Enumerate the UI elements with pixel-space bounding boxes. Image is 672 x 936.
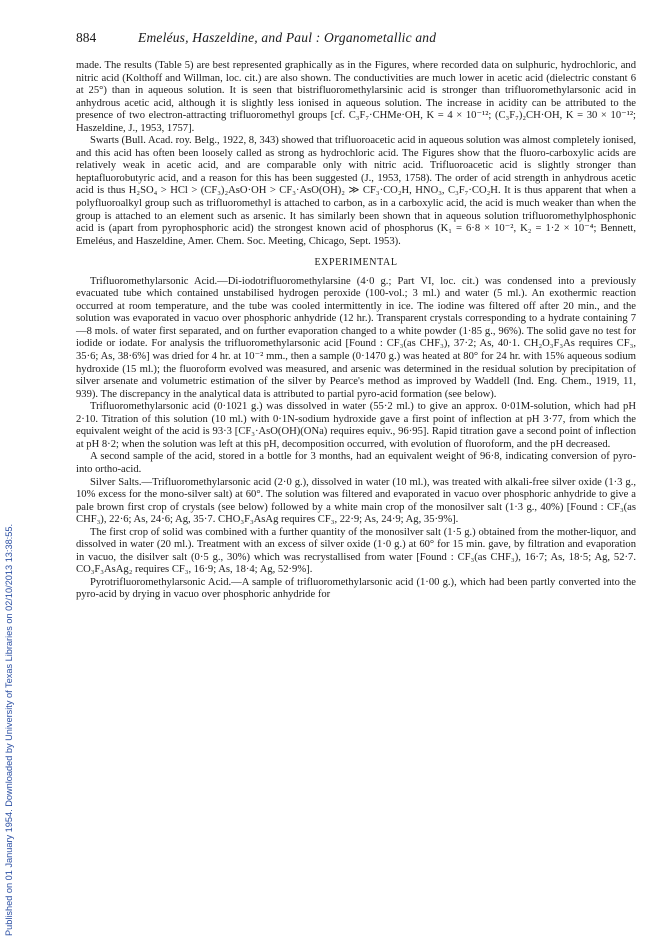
body-paragraph: made. The results (Table 5) are best represented graphically as in the Figures, where recorded data on sulphuric, hydrochloric, and nitric acid (Kolthoff and Willman, loc. cit.) are also shown. The conductivities are much lower in acetic acid (dielectric constant 6 at 25°) than in aqueous solution. It is seen that bistrifluoromethylarsinic acid is stronger than trifluoromethylarsonic acid in anhydrous acetic acid, although it is slightly less ionised in aqueous solution. The increase in acidity can be attributed to the presence of two electron-attracting trifluoromethyl groups [cf. C₃F₇·CHMe·OH, K = 4 × 10⁻¹²; (C₃F₇)₂CH·OH, K = 30 × 10⁻¹²; Haszeldine, J., 1953, 1757]. [76,60,636,134]
body-paragraph: Silver Salts.—Trifluoromethylarsonic acid (2·0 g.), dissolved in water (10 ml.), was treated with alkali-free silver oxide (1·3 g., 10% excess for the mono-silver salt) at 60°. The solution was filtered and evaporated in vacuo over phosphoric anhydride to give a pale brown first crop of crystals (see below) followed by a white main crop of the monosilver salt (1·3 g., 40%) [Found : CF₃(as CHF₃), 22·6; As, 24·6; Ag, 35·7. CHO₃F₃AsAg requires CF₃, 22·9; As, 24·9; Ag, 35·9%]. [76,476,636,526]
body-paragraph: Swarts (Bull. Acad. roy. Belg., 1922, 8, 343) showed that trifluoroacetic acid in aqueous solution was almost completely ionised, and this acid has often been loosely called as strong as hydrochloric acid. The Figures show that the fluoro-carboxylic acids are relatively weak in acetic acid, and are comparable only with nitric acid. Trifluoroacetic acid is slightly stronger than heptafluorobutyric acid, and a reason for this has been suggested (J., 1953, 1758). The order of acid strength in anhydrous acetic acid is thus H₂SO₄ > HCl > (CF₃)₂AsO·OH > CF₃·AsO(OH)₂ ≫ CF₃·CO₂H, HNO₃, C₃F₇·CO₂H. It is thus apparent that when a polyfluoroalkyl group such as trifluoromethyl is attached to carbon, as in a carboxylic acid, the acid is much weaker than when the group is attached to an element such as arsenic. It has similarly been shown that in aqueous solution trifluoromethylphosphonic acid is (apart from pyrophosphoric acid) the strongest known acid of phosphorus (K₁ = 6·8 × 10⁻², K₂ = 1·2 × 10⁻⁴; Bennett, Emeléus, and Haszeldine, Amer. Chem. Soc. Meeting, Chicago, Sept. 1953). [76,135,636,247]
download-watermark: Published on 01 January 1954. Downloaded by University of Texas Libraries on 02/10/2013 13:38:55. [4,523,14,936]
body-paragraph: Trifluoromethylarsonic acid (0·1021 g.) was dissolved in water (55·2 ml.) to give an approx. 0·01M-solution, which had pH 2·10. Titration of this solution (10 ml.) with 0·1N-sodium hydroxide gave a first point of inflection at pH 3·77, from which the equivalent weight of the acid is 93·3 [CF₃·AsO(OH)(ONa) requires equiv., 96·95]. Rapid titration gave a second point of inflection at pH 8·2; when the solution was left at this pH, decomposition occurred, with evolution of fluoroform, and the pH decreased. [76,401,636,450]
body-paragraph: Pyrotrifluoromethylarsonic Acid.—A sample of trifluoromethylarsonic acid (1·00 g.), which had been partly converted into the pyro-acid by drying in vacuo over phosphoric anhydride for [76,576,636,601]
page-number: 884 [76,30,97,45]
journal-page [76,30,636,602]
body-paragraph: The first crop of solid was combined with a further quantity of the monosilver salt (1·5 g.) obtained from the mother-liquor, and dissolved in water (20 ml.). Treatment with an excess of silver oxide (1·0 g.) at 60° for 15 min. gave, by filtration and evaporation in vacuo, the disilver salt (0·5 g., 30%) which was recrystallised from water [Found : CF₃(as CHF₃), 16·7; As, 18·5; Ag, 52·7. CO₃F₃AsAg₂ requires CF₃, 16·9; As, 18·4; Ag, 52·9%]. [76,526,636,576]
running-title: Emeléus, Haszeldine, and Paul : Organometallic and [138,30,437,45]
article-body [76,60,636,602]
body-paragraph: Trifluoromethylarsonic Acid.—Di-iodotrifluoromethylarsine (4·0 g.; Part VI, loc. cit.) was condensed into a previously evacuated tube which contained unstabilised hydrogen peroxide (100-vol.; 3 ml.) and water (5 ml.). An exothermic reaction occurred at room temperature, and the tube was cooled intermittently in ice. The iodine was filtered off after 20 min., and the solution was evaporated in vacuo over phosphoric anhydride (12 hr.). Transparent crystals corresponding to a hydrate containing 7—8 mols. of water first separated, and on further evaporation changed to a white powder (1·85 g., 96%). The solid gave no test for iodide or iodate. For analysis the trifluoromethylarsonic acid [Found : CF₃(as CHF₃), 37·2; As, 40·1. CH₂O₃F₃As requires CF₃, 35·6; As, 38·6%] was dried for 4 hr. at 10⁻² mm., then a sample (0·1470 g.) was heated at 80° for 24 hr. with 15% aqueous sodium hydroxide (15 ml.); the fluoroform evolved was measured, and arsenic was determined in the residual solution by precipitation of silver arsenate and volumetric estimation of the silver by Pearce's method as improved by Waddell (Ind. Eng. Chem., 1919, 11, 939). The discrepancy in the analytical data is attributed to partial pyro-acid formation (see below). [76,275,636,400]
body-paragraph: A second sample of the acid, stored in a bottle for 3 months, had an equivalent weight of 96·8, indicating conversion of pyro- into ortho-acid. [76,451,636,475]
section-heading: EXPERIMENTAL [314,257,398,269]
running-header [76,30,636,48]
